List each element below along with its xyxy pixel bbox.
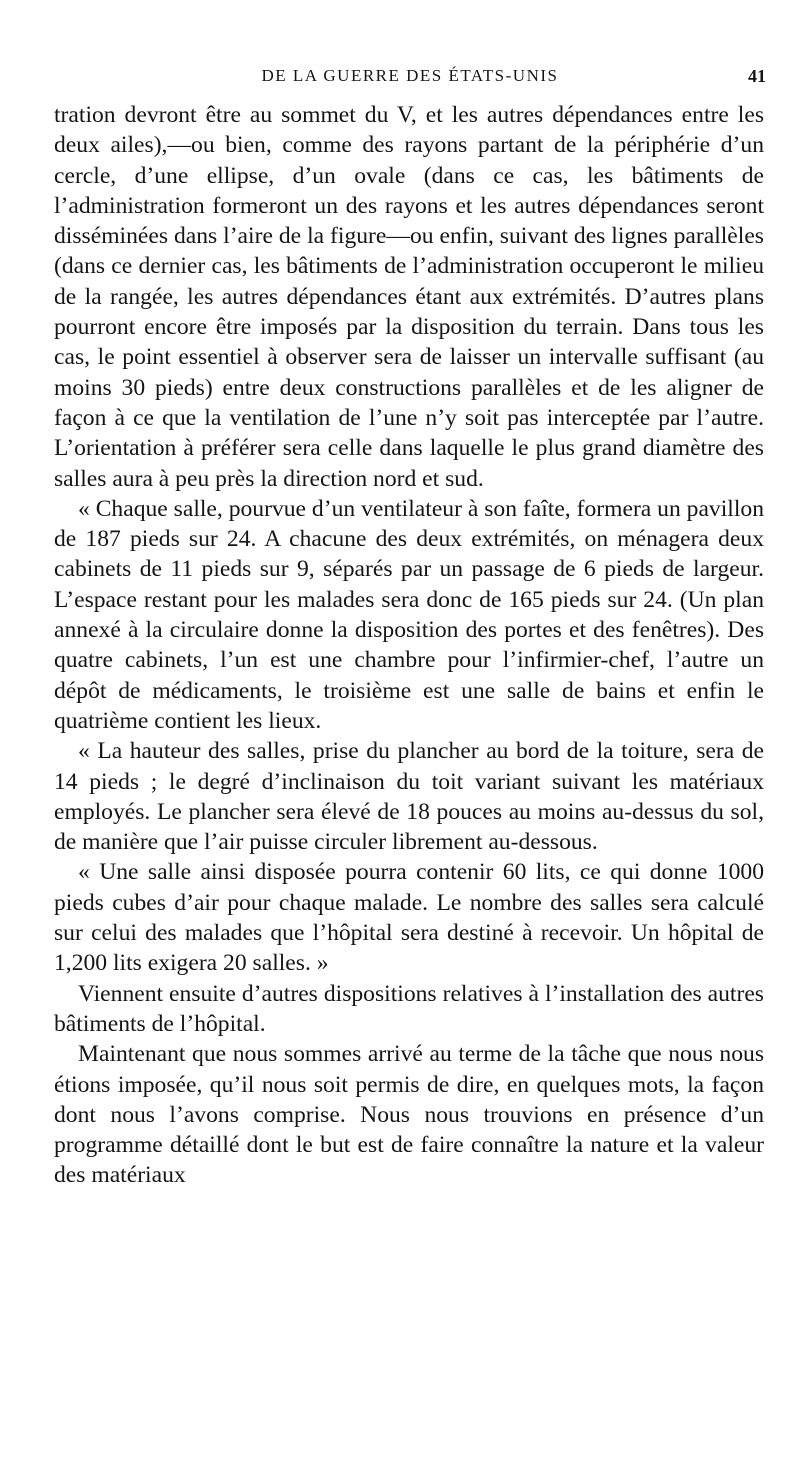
paragraph-dispositions: Viennent ensuite d’autres dispositions relatives à l’installation des autres bâtiments de l’hôpital. [54, 980, 764, 1037]
paragraph-quote-hauteur: « La hauteur des salles, prise du plancher au bord de la toiture, sera de 14 pieds ; le degré d’inclinaison du toit variant suivant les matériaux employés. Le plancher sera élevé de 18 pouces au moins au-dessus du sol, de manière que l’air puisse circuler librement au-dessous. [54, 738, 764, 856]
page-header [54, 66, 766, 94]
paragraph-continued: tration devront être au sommet du V, et les autres dépendances entre les deux ailes),—ou bien, comme des rayons partant de la périphérie d’un cercle, d’une ellipse, d’un ovale (dans ce cas, les bâtiments de l’administration formeront un des rayons et les autres dépendances seront disséminées dans l’aire de la figure—ou enfin, suivant des lignes parallèles (dans ce dernier cas, les bâtiments de l’administration occuperont le milieu de la rangée, les autres dépendances étant aux extrémités. D’autres plans pourront encore être imposés par la disposition du terrain. Dans tous les cas, le point essentiel à observer sera de laisser un intervalle suffisant (au moins 30 pieds) entre deux constructions parallèles et de les aligner de façon à ce que la ventilation de l’une n’y soit pas interceptée par l’autre. L’orientation à préférer sera celle dans laquelle le plus grand diamètre des salles aura à peu près la direction nord et sud. [54, 102, 764, 492]
page-number: 41 [748, 66, 766, 86]
running-head: DE LA GUERRE DES ÉTATS-UNIS [261, 66, 559, 85]
paragraph-conclusion: Maintenant que nous sommes arrivé au terme de la tâche que nous nous étions imposée, qu’il nous soit permis de dire, en quelques mots, la façon dont nous l’avons comprise. Nous nous trouvions en présence d’un programme détaillé dont le but est de faire connaître la nature et la valeur des matériaux [54, 1041, 764, 1189]
paragraph-quote-lits: « Une salle ainsi disposée pourra contenir 60 lits, ce qui donne 1000 pieds cubes d’air pour chaque malade. Le nombre des salles sera calculé sur celui des malades que l’hôpital sera destiné à recevoir. Un hôpital de 1,200 lits exigera 20 salles. » [54, 859, 764, 977]
paragraph-quote-salle: « Chaque salle, pourvue d’un ventilateur à son faîte, formera un pavillon de 187 pieds sur 24. A chacune des deux extrémités, on ménagera deux cabinets de 11 pieds sur 9, séparés par un passage de 6 pieds de largeur. L’espace restant pour les malades sera donc de 165 pieds sur 24. (Un plan annexé à la circulaire donne la disposition des portes et des fenêtres). Des quatre cabinets, l’un est une chambre pour l’infirmier-chef, l’autre un dépôt de médicaments, le troisième est une salle de bains et enfin le quatrième contient les lieux. [54, 495, 764, 734]
body-text [54, 100, 764, 1191]
